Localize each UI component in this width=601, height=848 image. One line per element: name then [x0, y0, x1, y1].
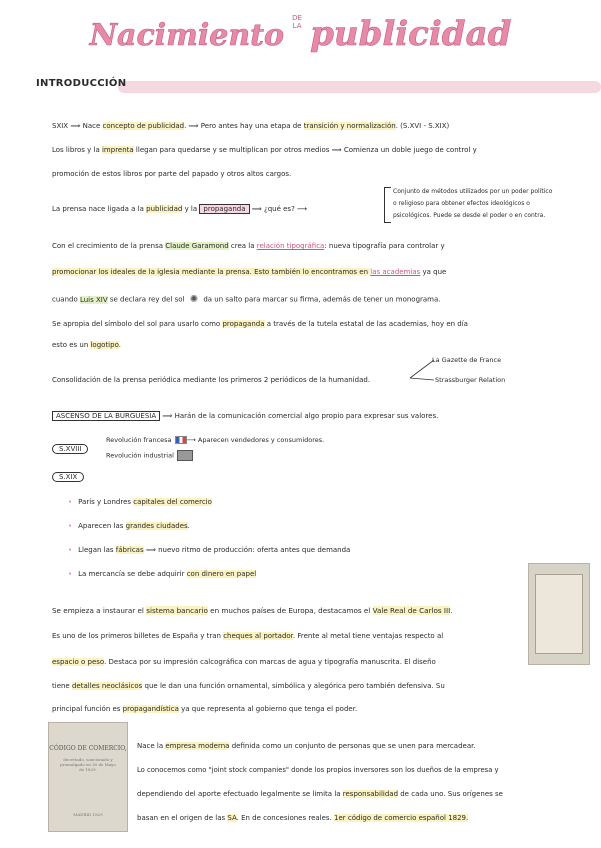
title-word-2: publicidad: [310, 14, 512, 54]
line-joint-stock: Lo conocemos como "joint stock companies" donde los propios inversores son los dueños de la empresa y: [137, 766, 499, 774]
line-garamond: [52, 242, 445, 250]
bullet-1: [68, 498, 212, 506]
line-billetes: [52, 632, 443, 640]
text: y la: [182, 205, 200, 213]
codigo-comercio-image: [48, 722, 128, 832]
line-sxix: [52, 122, 449, 130]
text: Llegan las: [78, 546, 116, 554]
text: llegan para quedarse y se multiplican por otros medios ⟹ Comienza un doble juego de control y: [133, 146, 477, 154]
highlight: transición y normalización: [303, 122, 396, 130]
image-subtitle: decretado, sancionado y promulgado en 30 de Mayo de 1829.: [60, 757, 116, 772]
line-logotipo: [52, 341, 121, 349]
brace: [384, 187, 391, 223]
text: Con el crecimiento de la prensa: [52, 242, 166, 250]
highlight: cheques al portador: [223, 632, 293, 640]
highlight: detalles neoclásicos: [71, 682, 143, 690]
sxix-oval: [52, 473, 84, 481]
section-underline-bar: [118, 81, 601, 93]
title-la: LA: [292, 22, 302, 30]
highlight: Claude Garamond: [165, 242, 229, 250]
line-propagandistica: [52, 705, 357, 713]
highlight: propaganda: [222, 320, 265, 328]
line-responsabilidad: [137, 790, 503, 798]
text: .: [450, 606, 453, 615]
text: Revolución industrial: [106, 451, 174, 460]
text: dependiendo del aporte efectuado legalmente se limita la: [137, 790, 343, 798]
highlight: propagandística: [122, 705, 179, 713]
highlight: imprenta: [101, 146, 134, 154]
brace-line-3: psicológicos. Puede se desde el poder o en contra.: [393, 212, 546, 219]
text: a través de la tutela estatal de las academias, hoy en día: [264, 320, 468, 328]
highlight: promocionar los ideales de la iglesia mediante la prensa. Esto también lo encontramos en: [52, 268, 371, 276]
line-promocion: promoción de estos libros por parte del papado y otros altos cargos.: [52, 170, 292, 178]
bullet-icon: •: [68, 522, 73, 530]
text: cuando: [52, 295, 80, 304]
revolucion-industrial: [106, 450, 193, 461]
text: .: [118, 341, 121, 349]
text: principal función es: [52, 705, 123, 713]
factory-icon: [177, 450, 193, 461]
line-simbolo: [52, 320, 468, 328]
strassburger-label: Strassburger Relation: [435, 376, 506, 384]
text: de cada uno. Sus orígenes se: [398, 790, 503, 798]
text: ⟹ nuevo ritmo de producción: oferta antes que demanda: [143, 546, 351, 554]
highlight: Vale Real de Carlos III: [372, 606, 451, 615]
page-title: [0, 14, 601, 54]
highlight: 1er código de comercio español 1829.: [334, 814, 469, 822]
line-bancario: [52, 606, 453, 615]
highlight: empresa moderna: [165, 742, 230, 750]
bullet-icon: •: [68, 498, 73, 506]
text: basan en el origen de las: [137, 814, 228, 822]
image-title: CÓDIGO DE COMERCIO,: [49, 745, 127, 752]
pink-term: las academias: [370, 268, 421, 276]
text: tiene: [52, 682, 72, 690]
line-burguesia: [52, 412, 438, 420]
text: S.XVIII: [52, 444, 88, 454]
propaganda-box: propaganda: [199, 204, 249, 214]
highlight: publicidad: [146, 205, 183, 213]
text: ⟶ Aparecen vendedores y consumidores.: [186, 436, 325, 444]
bullet-3: [68, 546, 350, 554]
highlight: responsabilidad: [342, 790, 399, 798]
text: ⟹ Harán de la comunicación comercial algo propio para expresar sus valores.: [160, 412, 439, 420]
gazette-label: La Gazette de France: [432, 356, 502, 364]
text: .: [187, 522, 190, 530]
vale-real-image: [528, 563, 590, 665]
bullet-icon: •: [68, 570, 73, 578]
text: La mercancía se debe adquirir: [78, 570, 187, 578]
line-neoclasicos: [52, 682, 445, 690]
text: . (S.XVI - S.XIX): [395, 122, 450, 130]
line-promocionar: [52, 268, 446, 276]
burguesia-box: ASCENSO DE LA BURGUESÍA: [52, 411, 160, 421]
highlight: capitales del comercio: [133, 498, 212, 506]
line-sa: [137, 814, 468, 822]
brace-line-1: Conjunto de métodos utilizados por un poder político: [393, 188, 553, 195]
highlight: con dinero en papel: [186, 570, 257, 578]
revolucion-francesa: [106, 436, 324, 444]
text: . Destaca por su impresión calcográfica con marcas de agua y tipografía manuscrita. El diseño: [104, 658, 436, 666]
text: ya que: [420, 268, 447, 276]
line-luis: [52, 294, 441, 305]
flag-icon: [175, 436, 187, 444]
text: Nace la: [137, 742, 166, 750]
bullet-icon: •: [68, 546, 73, 554]
sun-icon: ✺: [189, 294, 199, 305]
highlight: Luis XIV: [79, 295, 108, 304]
text: Es uno de los primeros billetes de España y tran: [52, 632, 224, 640]
highlight: sistema bancario: [146, 606, 208, 615]
text: en muchos países de Europa, destacamos el: [207, 606, 373, 615]
line-libros: [52, 146, 477, 154]
highlight: SA: [227, 814, 237, 822]
sxviii-oval: [52, 445, 88, 453]
pink-term: relación tipográfica: [256, 242, 325, 250]
text: que le dan una función ornamental, simbólica y alegórica pero también defensiva. Su: [142, 682, 445, 690]
bullet-4: [68, 570, 256, 578]
line-espacio: [52, 658, 436, 666]
text: ⟹ ¿qué es? ⟶: [249, 205, 308, 213]
highlight: fábricas: [115, 546, 144, 554]
text: . ⟹ Pero antes hay una etapa de: [184, 122, 304, 130]
text: Los libros y la: [52, 146, 102, 154]
text: . En de concesiones reales.: [236, 814, 335, 822]
text: Revolución francesa: [106, 436, 172, 444]
bullet-2: [68, 522, 190, 530]
text: Se apropia del símbolo del sol para usarlo como: [52, 320, 223, 328]
line-empresa: [137, 742, 476, 750]
split-arrow-icon: [408, 356, 438, 384]
text: ya que representa al gobierno que tenga el poder.: [178, 705, 358, 713]
brace-line-2: o religioso para obtener efectos ideológicos o: [393, 200, 530, 207]
text: definida como un conjunto de personas que se unen para mercadear.: [229, 742, 476, 750]
vale-real-inner: [535, 574, 583, 654]
text: París y Londres: [78, 498, 134, 506]
text: S.XIX: [52, 472, 84, 482]
line-consolidacion: Consolidación de la prensa periódica mediante los primeros 2 periódicos de la humanidad.: [52, 376, 371, 384]
text: crea la: [228, 242, 257, 250]
title-de: DE: [292, 14, 302, 22]
highlight: espacio o peso: [52, 658, 105, 666]
title-de-la: [292, 14, 302, 30]
text: : nueva tipografía para controlar y: [324, 242, 445, 250]
title-word-1: Nacimiento: [89, 18, 285, 53]
text: esto es un: [52, 341, 91, 349]
text: se declara rey del sol: [107, 295, 187, 304]
highlight: grandes ciudades: [125, 522, 188, 530]
section-heading-introduccion: INTRODUCCIÓN: [36, 78, 127, 89]
text: Se empieza a instaurar el: [52, 606, 147, 615]
text: La prensa nace ligada a la: [52, 205, 147, 213]
image-imprint: MADRID 1829: [73, 812, 103, 817]
text: da un salto para marcar su firma, además de tener un monograma.: [201, 295, 441, 304]
line-prensa: [52, 205, 307, 213]
text: Aparecen las: [78, 522, 126, 530]
highlight: logotipo: [90, 341, 119, 349]
text: . Frente al metal tiene ventajas respecto al: [292, 632, 444, 640]
highlight: concepto de publicidad: [102, 122, 185, 130]
text: SXIX ⟹ Nace: [52, 122, 103, 130]
